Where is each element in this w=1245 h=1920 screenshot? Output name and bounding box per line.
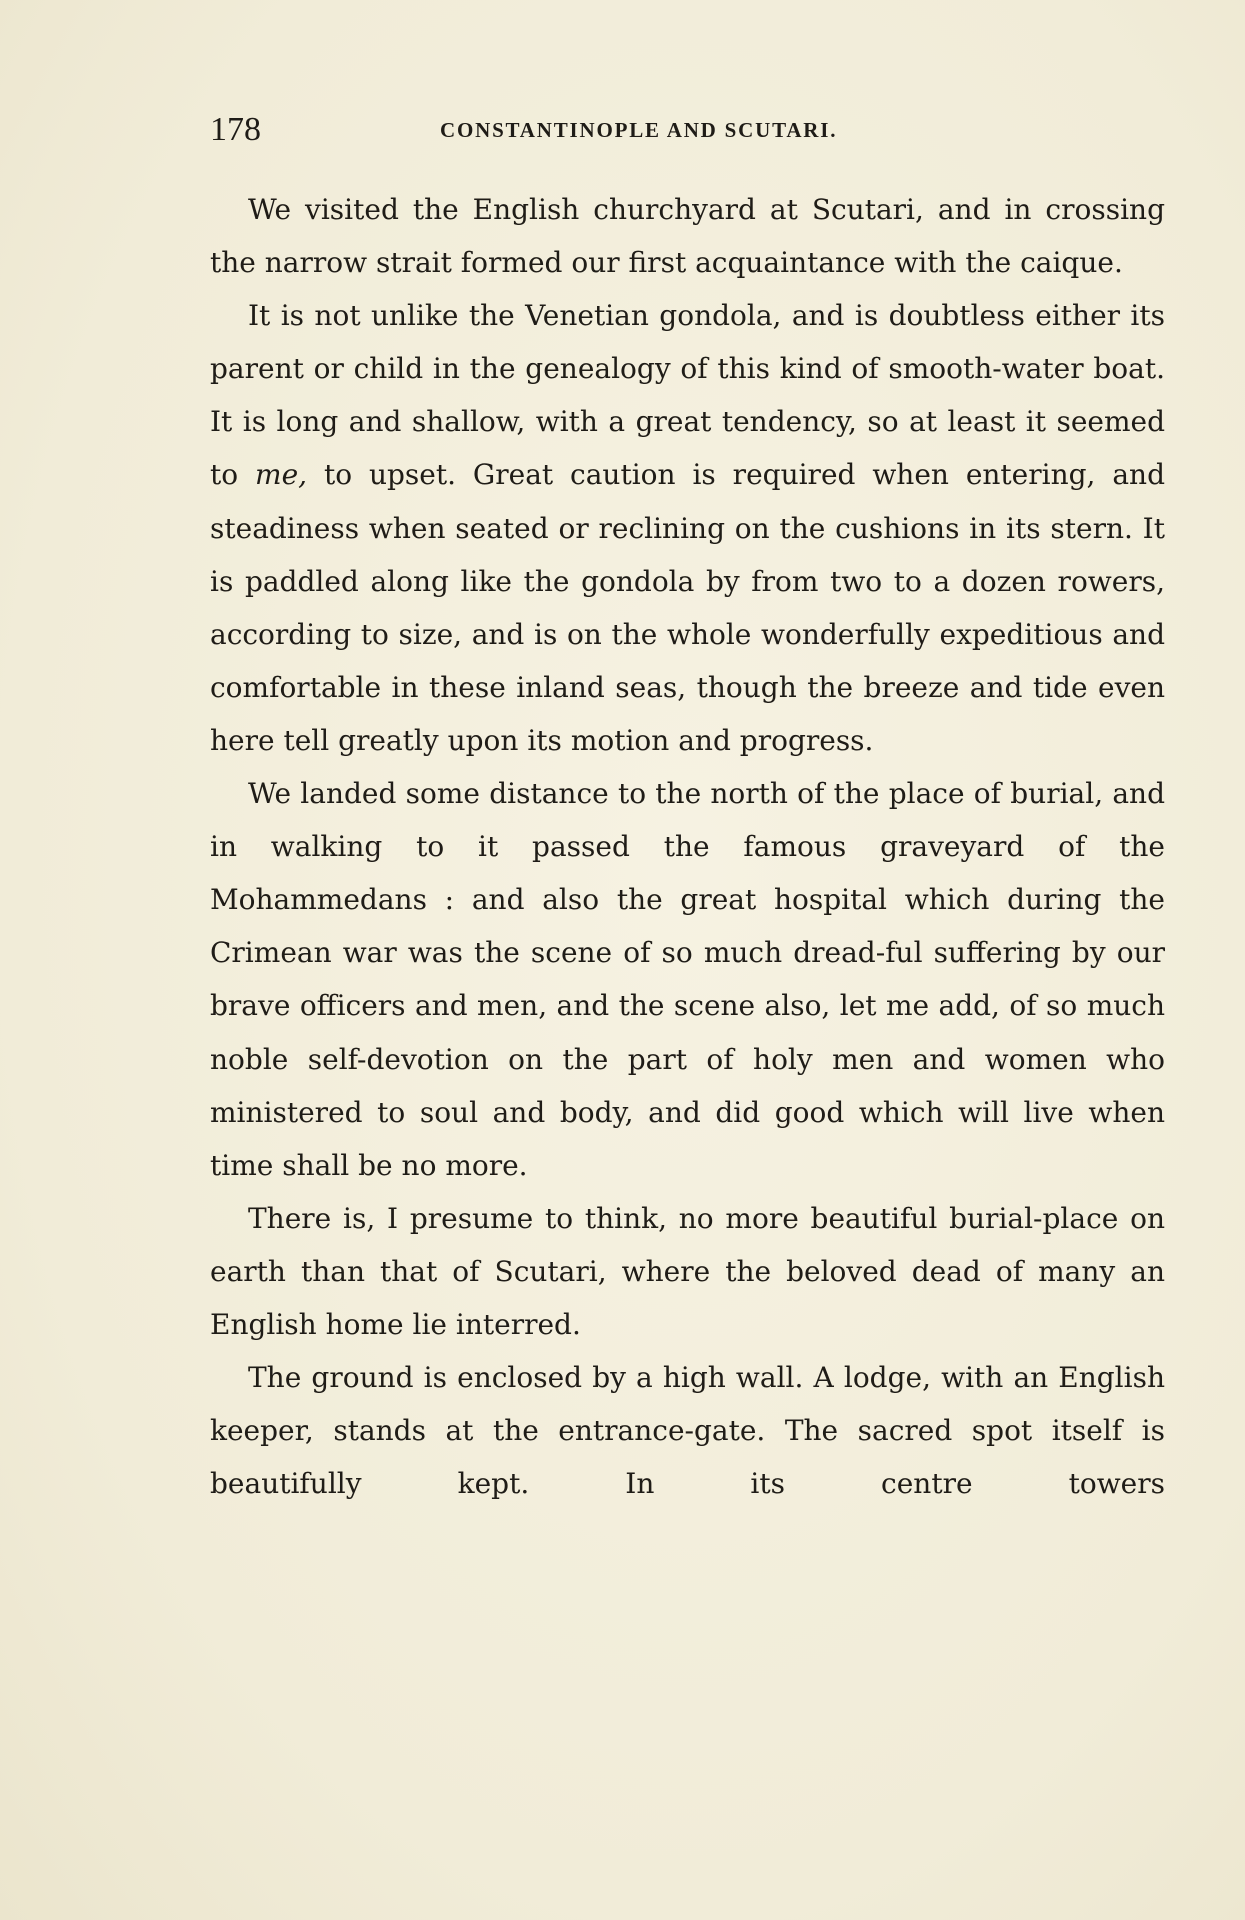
paragraph-2-text-after: to upset. Great caution is required when entering, and steadiness when seated or reclining on the cushions in its stern. It is paddled along like the gondola by from two to a dozen rowers, according to size, and is on the whole wonderfully expeditious and comfortable in these inland seas, though the breeze and tide even here tell greatly upon its motion and progress.	[210, 458, 1166, 757]
paragraph-4: There is, I presume to think, no more beautiful burial-place on earth than that of Scutari, where the beloved dead of many an English home lie interred.	[210, 1201, 1165, 1341]
paragraph-3: We landed some distance to the north of the place of burial, and in walking to it passed the famous graveyard of the Mohammedans : and also the great hospital which during the Crimean war was the scene of so much dread-ful suffering by our brave officers and men, and the scene also, let me add, of so much noble self-devotion on the part of holy men and women who ministered to soul and body, and did good which will live when time shall be no more.	[210, 777, 1165, 1182]
body-text	[210, 183, 1165, 1510]
paragraph-2	[210, 289, 1165, 767]
running-title: CONSTANTINOPLE AND SCUTARI.	[440, 118, 838, 142]
paragraph-5: The ground is enclosed by a high wall. A lodge, with an English keeper, stands at the entrance-gate. The sacred spot itself is beautifully kept. In its centre towers	[210, 1361, 1165, 1501]
paragraph-1: We visited the English churchyard at Scutari, and in crossing the narrow strait formed our first acquaintance with the caique.	[210, 193, 1165, 280]
paragraph-2-text-before: It is not unlike the Venetian gondola, and is doubtless either its parent or child in the genealogy of this kind of smooth-water boat. It is long and shallow, with a great tendency, so at least it seemed to	[210, 299, 1165, 492]
page-header	[210, 110, 1170, 150]
paragraph-2-emphasis: me,	[255, 458, 308, 492]
page-number: 178	[210, 111, 261, 148]
